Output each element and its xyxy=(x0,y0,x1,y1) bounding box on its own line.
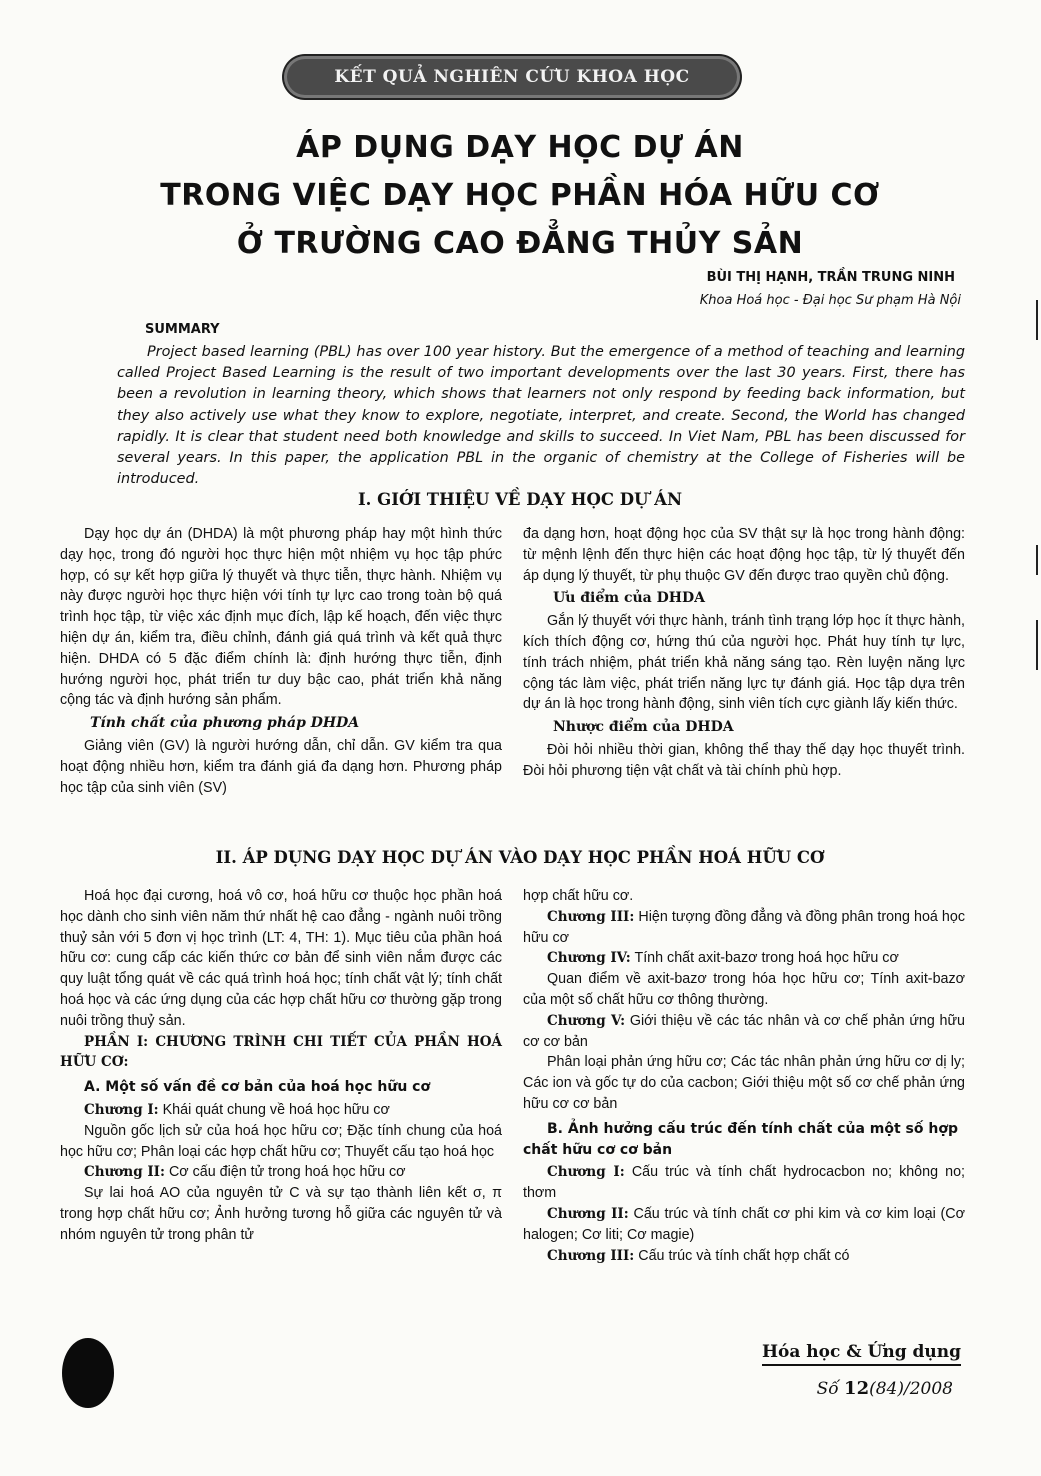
chapter-line xyxy=(523,1246,965,1267)
subheading: Nhược điểm của DHDA xyxy=(553,719,734,736)
chapter-label: Chương II: xyxy=(84,1164,165,1181)
chapter-label: Chương V: xyxy=(547,1012,626,1029)
chapter-title: Cấu trúc và tính chất hydrocacbon no; không no; thơm xyxy=(523,1164,965,1202)
chapter-title: Giới thiệu về các tác nhân và cơ chế phản ứng hữu cơ cơ bản xyxy=(523,1012,965,1050)
summary-text: Project based learning (PBL) has over 100 year history. But the emergence of a method of teaching and learning called Project Based Learning is the result of two important developments over the last 30 years. First, there has been a revolution in learning theory, which shows that learners not only respond by feeding back information, but they also actively use what they know to explore, negotiate, interpret, and create. Second, the World has changed rapidly. It is clear that student need both knowledge and skills to succeed. In Viet Nam, PBL has been discussed for several years. In this paper, the application PBL in the organic of chemistry at the College of Fisheries will be introduced. xyxy=(117,344,965,488)
paragraph: Nguồn gốc lịch sử của hoá học hữu cơ; Đặc tính chung của hoá học hữu cơ; Phân loại các hợp chất hữu cơ; Thuyết cấu tạo hoá học xyxy=(60,1122,502,1160)
section-2-right-column xyxy=(523,886,965,1266)
chapter-title: Cơ cấu điện tử trong hoá học hữu cơ xyxy=(168,1164,406,1181)
chapter-label: Chương III: xyxy=(547,1247,635,1264)
chapter-line xyxy=(523,948,965,969)
issue-main-number: 12 xyxy=(844,1378,870,1399)
chapter-title: Tính chất axit-bazơ trong hoá học hữu cơ xyxy=(634,950,899,967)
title-line-2: TRONG VIỆC DẠY HỌC PHẦN HÓA HỮU CƠ xyxy=(160,178,880,213)
paragraph: Gắn lý thuyết với thực hành, tránh tình trạng lớp học ít thực hành, kích thích động cơ, hứng thú của người học. Phát huy tính tự lực, tính trách nhiệm, phát triển khả năng sáng tạo. Rèn luyện năng lực cộng tác làm việc, phát triển năng lực tự đánh giá. Học tập dựa trên dự án là học trong hành động, sinh viên tích cực giành lấy kiến thức. xyxy=(523,613,965,713)
part-heading: PHẦN I: CHƯƠNG TRÌNH CHI TIẾT CỦA PHẦN HOÁ HỮU CƠ: xyxy=(60,1033,502,1071)
scan-edge-mark xyxy=(1036,300,1038,340)
section-1-right-column xyxy=(523,524,965,782)
banner-text: KẾT QUẢ NGHIÊN CỨU KHOA HỌC xyxy=(334,67,690,87)
paragraph: đa dạng hơn, hoạt động học của SV thật sự là học trong hành động: từ mệnh lệnh đến thực hiện các hoạt động học tập, từ lý thuyết đến áp dụng lý thuyết, từ phụ thuộc GV đến được trao quyền chủ động. xyxy=(523,526,965,584)
chapter-line xyxy=(60,1162,502,1183)
chapter-label: Chương I: xyxy=(547,1164,625,1181)
paragraph: Sự lai hoá AO của nguyên tử C và sự tạo thành liên kết σ, π trong hợp chất hữu cơ; Ảnh hưởng tương hỗ giữa các nguyên tử và nhóm nguyên tử trong phân tử xyxy=(60,1185,502,1243)
paragraph: hợp chất hữu cơ. xyxy=(523,888,634,904)
issue-number xyxy=(817,1378,953,1399)
section-1-heading: I. GIỚI THIỆU VỀ DẠY HỌC DỰ ÁN xyxy=(357,490,683,509)
subheading-b: B. Ảnh hưởng cấu trúc đến tính chất của một số hợp chất hữu cơ cơ bản xyxy=(523,1120,958,1158)
paragraph: Giảng viên (GV) là người hướng dẫn, chỉ dẫn. GV kiểm tra qua hoạt động nhiều hơn, kiểm tra đánh giá đa dạng hơn. Phương pháp học tập của sinh viên (SV) xyxy=(60,737,502,796)
subheading: Tính chất của phương pháp DHDA xyxy=(90,715,360,732)
chapter-title: Khái quát chung về hoá học hữu cơ xyxy=(162,1101,390,1118)
chapter-title: Cấu trúc và tính chất hợp chất có xyxy=(638,1247,850,1264)
chapter-label: Chương IV: xyxy=(547,950,631,967)
paragraph: Dạy học dự án (DHDA) là một phương pháp hay một hình thức dạy học, trong đó người học thực hiện một nhiệm vụ học tập phức hợp, có sự kết hợp giữa lý thuyết và thực tiễn, thực hành. Nhiệm vụ này được người học thực hiện với tính tự lực cao trong toàn bộ quá trình học tập, từ việc xác định mục đích, lập kế hoạch, đến việc thực hiện dự án, kiểm tra, điều chỉnh, đánh giá quá trình và kết quả thực hiện. DHDA có 5 đặc điểm chính là: định hướng thực tiễn, định hướng người học, phát triển tư duy bậc cao, phát triển khả năng cộng tác và định hướng sản phẩm. xyxy=(60,526,502,709)
section-1-left-column xyxy=(60,524,502,798)
affiliation: Khoa Hoá học - Đại học Sư phạm Hà Nội xyxy=(699,293,961,308)
journal-name: Hóa học & Ứng dụng xyxy=(762,1342,961,1366)
section-banner xyxy=(284,56,740,98)
chapter-label: Chương III: xyxy=(547,908,635,925)
chapter-title: Hiện tượng đồng đẳng và đồng phân trong hoá học hữu cơ xyxy=(523,908,965,946)
chapter-line xyxy=(523,1011,965,1053)
chapter-title: Cấu trúc và tính chất cơ phi kim và cơ kim loại (Cơ halogen; Cơ liti; Cơ magie) xyxy=(523,1205,965,1243)
summary-label: SUMMARY xyxy=(145,322,220,337)
chapter-line xyxy=(523,907,965,949)
ink-blot xyxy=(62,1338,114,1408)
paragraph: Đòi hỏi nhiều thời gian, không thể thay thế dạy học thuyết trình. Đòi hỏi phương tiện vật chất và tài chính phù hợp. xyxy=(523,741,965,779)
scan-edge-mark xyxy=(1036,620,1038,670)
subheading: Ưu điểm của DHDA xyxy=(553,590,705,607)
section-2-heading: II. ÁP DỤNG DẠY HỌC DỰ ÁN VÀO DẠY HỌC PHẦN HOÁ HỮU CƠ xyxy=(215,848,825,867)
chapter-line xyxy=(60,1100,502,1121)
paragraph: Hoá học đại cương, hoá vô cơ, hoá hữu cơ thuộc học phần hoá học dành cho sinh viên năm thứ nhất hệ cao đẳng - ngành nuôi trồng thuỷ sản với 5 đơn vị học trình (LT: 4, TH: 1). Mục tiêu của phần hoá hữu cơ: cung cấp các kiến thức cơ bản để sinh viên nắm được các quy luật tổng quát về các quá trình hoá học; tính chất vật lý; tính chất hoá học và các ứng dụng của các hợp chất hữu cơ thường gặp trong nuôi trồng thuỷ sản. xyxy=(60,888,502,1029)
chapter-line xyxy=(523,1162,965,1204)
issue-suffix: (84)/2008 xyxy=(869,1379,953,1399)
title-line-1: ÁP DỤNG DẠY HỌC DỰ ÁN xyxy=(296,130,744,165)
scan-edge-mark xyxy=(1036,545,1038,575)
chapter-label: Chương II: xyxy=(547,1205,629,1222)
paragraph: Phân loại phản ứng hữu cơ; Các tác nhân phản ứng hữu cơ dị ly; Các ion và gốc tự do của cacbon; Giới thiệu một số cơ chế phản ứng hữu cơ cơ bản xyxy=(523,1054,965,1112)
paragraph: Quan điểm về axit-bazơ trong hóa học hữu cơ; Tính axit-bazơ của một số chất hữu cơ thông thường. xyxy=(523,971,965,1008)
chapter-label: Chương I: xyxy=(84,1101,159,1118)
issue-prefix: Số xyxy=(816,1379,839,1399)
authors: BÙI THỊ HẠNH, TRẦN TRUNG NINH xyxy=(706,270,955,285)
section-2-left-column xyxy=(60,886,502,1246)
chapter-line xyxy=(523,1204,965,1246)
subheading-a: A. Một số vấn đề cơ bản của hoá học hữu cơ xyxy=(84,1079,431,1096)
title-line-3: Ở TRƯỜNG CAO ĐẲNG THỦY SẢN xyxy=(236,226,804,261)
